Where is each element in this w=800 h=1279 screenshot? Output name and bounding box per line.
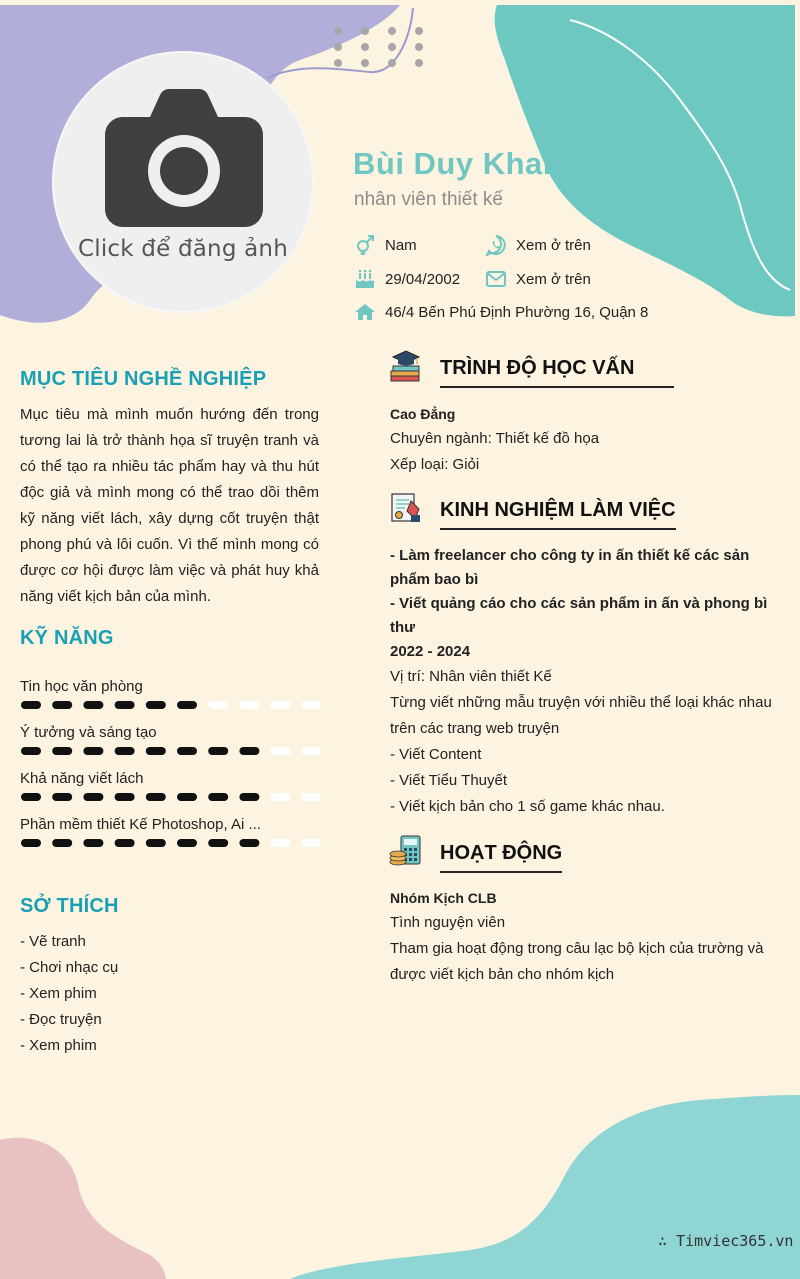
skill-dot-filled [115, 701, 135, 709]
skill-dot-filled [177, 701, 197, 709]
skill-label: Tin học văn phòng [20, 678, 143, 695]
skill-dot-empty [302, 747, 320, 755]
hobby-item: - Vẽ tranh [20, 933, 86, 950]
candidate-title: nhân viên thiết kế [354, 189, 503, 210]
activities-heading: HOẠT ĐỘNG [440, 842, 562, 873]
activity-description: Tham gia hoạt động trong câu lạc bộ kịch của trường và được viết kịch bản cho nhóm kịch [390, 940, 764, 983]
skill-dot-filled [52, 747, 72, 755]
skill-dot-empty [208, 701, 228, 709]
skill-dot-filled [83, 839, 103, 847]
phone-value: Xem ở trên [516, 236, 591, 254]
gender-icon [354, 234, 376, 256]
envelope-icon [485, 268, 507, 290]
experience-task: - Viết Tiểu Thuyết [390, 772, 508, 789]
skill-dot-filled [239, 839, 259, 847]
skill-dot-filled [21, 747, 41, 755]
skill-dot-filled [52, 701, 72, 709]
skill-dot-filled [239, 793, 259, 801]
gender-value: Nam [385, 236, 417, 254]
skill-dot-filled [115, 839, 135, 847]
skill-dot-filled [146, 839, 166, 847]
hobby-item: - Chơi nhạc cụ [20, 959, 119, 976]
skill-level-bar [20, 746, 320, 756]
skill-level-bar [20, 792, 320, 802]
skill-label: Phần mềm thiết Kế Photoshop, Ai ... [20, 816, 261, 833]
experience-heading: KINH NGHIỆM LÀM VIỆC [440, 499, 676, 530]
education-heading: TRÌNH ĐỘ HỌC VẤN [440, 357, 674, 388]
phone-info [485, 234, 591, 256]
skill-dot-filled [52, 839, 72, 847]
home-icon [354, 301, 376, 323]
experience-description: Từng viết những mẫu truyện với nhiều thể loại khác nhau trên các trang web truyện [390, 694, 772, 737]
skill-dot-filled [177, 839, 197, 847]
skill-dot-filled [115, 747, 135, 755]
avatar-upload[interactable] [52, 51, 314, 313]
objective-heading: MỤC TIÊU NGHỀ NGHIỆP [20, 368, 267, 390]
skill-dot-filled [208, 839, 228, 847]
experience-task: - Viết Content [390, 746, 482, 763]
education-rank: Xếp loại: Giỏi [390, 456, 480, 473]
skill-dot-filled [83, 701, 103, 709]
camera-icon [105, 89, 263, 229]
skill-dot-filled [21, 793, 41, 801]
birthday-value: 29/04/2002 [385, 270, 461, 288]
skill-label: Khả năng viết lách [20, 770, 144, 787]
candidate-name: Bùi Duy Khang [353, 146, 582, 181]
address-value: 46/4 Bến Phú Định Phường 16, Quận 8 [385, 303, 649, 321]
activity-organization: Nhóm Kịch CLB [390, 890, 497, 906]
education-major: Chuyên ngành: Thiết kế đồ họa [390, 430, 600, 447]
skill-dot-empty [271, 747, 291, 755]
skills-heading: KỸ NĂNG [20, 627, 114, 649]
skill-dot-filled [21, 701, 41, 709]
address-info [354, 301, 648, 323]
hobby-item: - Xem phim [20, 985, 97, 1002]
skill-dot-empty [271, 839, 291, 847]
objective-text: Mục tiêu mà mình muốn hướng đến trong tương lai là trở thành họa sĩ truyện tranh và có thể tạo ra nhiều tác phẩm hay và thu hút độc giả và mình mong có thể trao dồi thêm kỹ năng viết lách, xây dựng cốt truyện thật phong phú và lôi cuốn. Vì thế mình mong có được cơ hội được làm việc và phát huy khả năng viết kịch bản của mình. [20, 406, 319, 605]
skill-dot-empty [271, 701, 291, 709]
skill-dot-empty [302, 793, 320, 801]
experience-summary: - Viết quảng cáo cho các sản phẩm in ấn và phong bì thư [390, 595, 768, 636]
education-degree: Cao Đẳng [390, 406, 456, 422]
hobbies-heading: SỞ THÍCH [20, 895, 119, 917]
skill-label: Ý tưởng và sáng tạo [20, 724, 157, 741]
skill-dot-filled [146, 793, 166, 801]
work-experience-icon [389, 491, 422, 524]
skill-dot-filled [239, 747, 259, 755]
skill-dot-empty [302, 701, 320, 709]
skill-dot-filled [208, 793, 228, 801]
skill-dot-filled [146, 747, 166, 755]
hobby-item: - Đọc truyện [20, 1011, 102, 1028]
skill-dot-filled [52, 793, 72, 801]
experience-period: 2022 - 2024 [390, 643, 471, 660]
skill-level-bar [20, 700, 320, 710]
skill-dot-empty [239, 701, 259, 709]
birthday-info [354, 268, 460, 290]
skill-dot-filled [208, 747, 228, 755]
avatar-caption: Click để đăng ảnh [77, 236, 288, 262]
hobby-item: - Xem phim [20, 1037, 97, 1054]
skill-dot-filled [21, 839, 41, 847]
email-value: Xem ở trên [516, 270, 591, 288]
skill-dot-empty [302, 839, 320, 847]
whatsapp-icon [485, 234, 507, 256]
activity-role: Tình nguyện viên [390, 914, 506, 931]
email-info [485, 268, 591, 290]
brand-watermark: ∴ Timviec365.vn [658, 1232, 794, 1250]
skill-level-bar [20, 838, 320, 848]
experience-task: - Viết kịch bản cho 1 số game khác nhau. [390, 798, 665, 815]
skill-dot-filled [115, 793, 135, 801]
calculator-coins-icon [389, 834, 422, 867]
graduation-books-icon [389, 349, 422, 382]
skill-dot-filled [83, 793, 103, 801]
experience-position: Vị trí: Nhân viên thiết Kế [390, 668, 552, 685]
skill-dot-filled [177, 793, 197, 801]
experience-summary: - Làm freelancer cho công ty in ấn thiết kế các sản phẩm bao bì [390, 547, 750, 588]
skill-dot-empty [271, 793, 291, 801]
birthday-cake-icon [354, 268, 376, 290]
skill-dot-filled [83, 747, 103, 755]
skill-dot-filled [177, 747, 197, 755]
skill-dot-filled [146, 701, 166, 709]
gender-info [354, 234, 417, 256]
